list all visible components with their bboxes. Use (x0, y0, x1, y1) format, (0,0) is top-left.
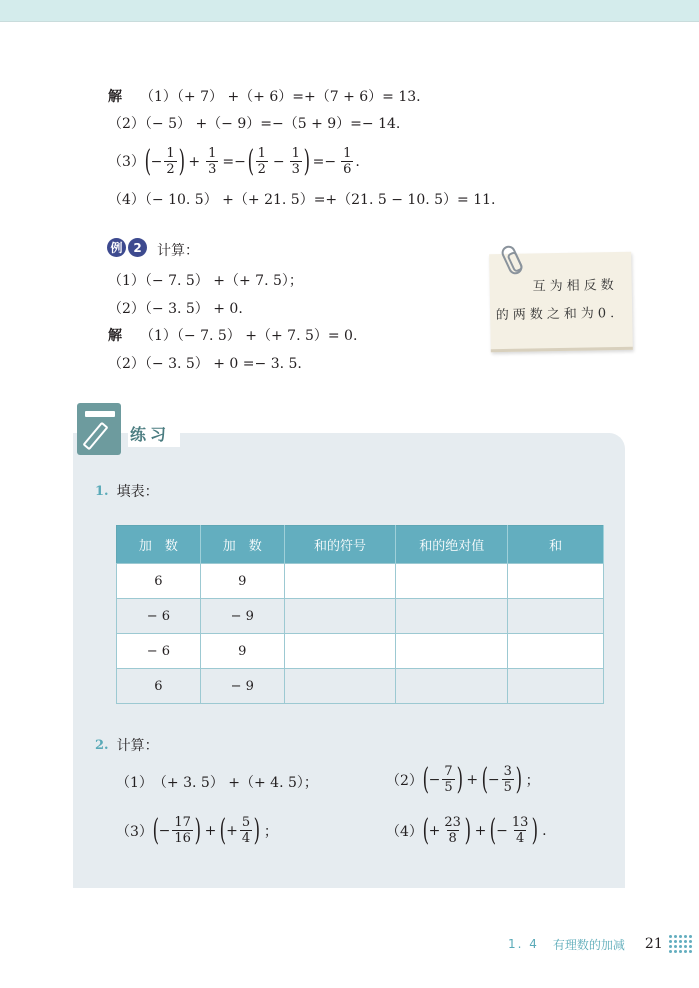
left-paren: ( (422, 761, 430, 797)
end-mark: . (542, 822, 547, 839)
item-label: （1） (116, 775, 153, 791)
solution-label: 解 (108, 89, 122, 105)
fraction: $\frac{1}{3}$ (208, 146, 217, 177)
header-band (0, 0, 699, 22)
left-paren: ( (152, 812, 160, 848)
fraction: $\frac{23}{8}$ (444, 815, 461, 846)
right-paren: ) (253, 812, 261, 848)
solution-text: （1）（− 7. 5） +（+ 7. 5）= 0. (140, 328, 358, 344)
blank-cell[interactable] (508, 564, 604, 599)
blank-cell[interactable] (396, 564, 508, 599)
fraction: $\frac{1}{6}$ (343, 146, 352, 177)
sign: − (158, 822, 171, 839)
operator: =− (222, 153, 246, 170)
item-label: （2） (386, 772, 423, 789)
table-row (117, 599, 604, 634)
left-paren: ( (490, 812, 497, 848)
cell: − 6 (117, 634, 201, 669)
left-paren: ( (247, 143, 254, 179)
right-paren: ) (178, 143, 185, 179)
item-text: （+ 3. 5） +（+ 4. 5）； (152, 775, 318, 791)
header-addend-2: 加 数 (200, 526, 284, 564)
sign: − (496, 822, 508, 839)
operator: + (466, 771, 479, 788)
table-row (117, 669, 604, 704)
fraction: $\frac{1}{2}$ (166, 146, 175, 177)
practice-title: 练习 (128, 422, 180, 447)
operator: + (188, 153, 201, 170)
blank-cell[interactable] (284, 599, 396, 634)
sign: − (428, 771, 441, 788)
fraction: $\frac{7}{5}$ (444, 764, 453, 795)
item-label: （4） (386, 823, 423, 840)
solution-text-4: （4）（− 10. 5） +（+ 21. 5）=+（21. 5 − 10. 5）= 11. (108, 192, 496, 208)
operator: =− (312, 153, 337, 170)
solution-text: （2）（− 3. 5） + 0 =− 3. 5. (108, 356, 302, 372)
example2-solution-1 (108, 327, 357, 345)
header-sum-abs: 和的绝对值 (396, 526, 508, 564)
question-number: 2. (95, 737, 109, 753)
problem-text: （1）（− 7. 5） +（+ 7. 5）； (108, 273, 303, 289)
solution-text-2: （2）（− 5） +（− 9）=−（5 + 9）=− 14. (108, 116, 401, 132)
problem-text: （2）（− 3. 5） + 0. (108, 301, 243, 317)
cell: 6 (117, 564, 201, 599)
operator: + (204, 822, 217, 839)
right-paren: ) (456, 761, 463, 797)
fraction: $\frac{3}{5}$ (503, 764, 512, 795)
left-paren: ( (144, 143, 152, 179)
page-footer (508, 935, 692, 953)
calc-item-1 (116, 772, 318, 792)
blank-cell[interactable] (396, 669, 508, 704)
table-row (117, 564, 604, 599)
end-mark: ； (263, 823, 278, 840)
blank-cell[interactable] (508, 599, 604, 634)
fraction: $\frac{1}{2}$ (257, 146, 266, 177)
left-paren: ( (481, 761, 489, 797)
right-paren: ) (194, 812, 202, 848)
calc-item-4 (386, 812, 547, 848)
question-2 (95, 735, 159, 755)
period: . (355, 153, 360, 170)
right-paren: ) (532, 812, 539, 848)
right-paren: ) (515, 761, 522, 797)
cell: − 6 (117, 599, 201, 634)
right-paren: ) (303, 143, 310, 179)
example-char: 例 (107, 238, 126, 257)
notebook-pencil-icon (77, 403, 121, 455)
blank-cell[interactable] (508, 669, 604, 704)
example-badge (107, 238, 147, 257)
left-paren: ( (220, 812, 227, 848)
sign: + (226, 822, 238, 839)
right-paren: ) (464, 812, 472, 848)
prompt-text: 计算： (157, 243, 199, 259)
fraction: $\frac{5}{4}$ (241, 815, 251, 846)
header-sum-sign: 和的符号 (284, 526, 396, 564)
cell: 9 (200, 564, 284, 599)
dot-grid-icon (669, 935, 692, 953)
left-paren: ( (422, 812, 430, 848)
example2-prompt (157, 242, 199, 260)
item-label: （3） (108, 153, 145, 170)
sign: + (428, 822, 441, 839)
sign: − (487, 771, 500, 788)
example2-problem-1 (108, 272, 303, 290)
section-title: 有理数的加减 (552, 937, 625, 952)
header-addend-1: 加 数 (117, 526, 201, 564)
operator: − (272, 153, 285, 170)
blank-cell[interactable] (396, 599, 508, 634)
section-number: 1. 4 (508, 937, 539, 951)
note-line-2: 的两数之和为0. (495, 306, 619, 324)
table-header-row (117, 526, 604, 564)
fraction: $\frac{17}{16}$ (174, 815, 191, 846)
table-row (117, 634, 604, 669)
blank-cell[interactable] (396, 634, 508, 669)
question-prompt: 填表： (116, 484, 159, 500)
sign: − (150, 153, 163, 170)
cell: − 9 (200, 599, 284, 634)
operator: + (474, 822, 487, 839)
header-sum: 和 (508, 526, 604, 564)
calc-item-3 (116, 812, 278, 848)
solution-label: 解 (108, 328, 122, 344)
fraction: $\frac{13}{4}$ (511, 815, 529, 846)
example2-solution-2 (108, 355, 302, 373)
note-line-1: 互为相反数 (532, 278, 618, 295)
question-1 (95, 481, 159, 501)
solution-line-2 (108, 115, 400, 133)
blank-cell[interactable] (284, 634, 396, 669)
cell: − 9 (200, 669, 284, 704)
cell: 9 (200, 634, 284, 669)
calc-item-2 (386, 761, 540, 797)
solution-line-3 (108, 143, 360, 179)
item-label: （3） (116, 823, 153, 840)
blank-cell[interactable] (284, 669, 396, 704)
page-number: 21 (644, 936, 663, 952)
blank-cell[interactable] (284, 564, 396, 599)
example2-problem-2 (108, 300, 243, 318)
question-prompt: 计算： (116, 738, 159, 754)
blank-cell[interactable] (508, 634, 604, 669)
cell: 6 (117, 669, 201, 704)
fill-in-table (116, 525, 604, 704)
solution-line-4 (108, 191, 495, 209)
fraction: $\frac{1}{3}$ (291, 146, 300, 177)
end-mark: ； (525, 772, 540, 789)
question-number: 1. (95, 483, 109, 499)
solution-text-1: （1）（+ 7） +（+ 6）=+（7 + 6）= 13. (140, 89, 421, 105)
example-number: 2 (128, 238, 147, 257)
solution-line-1 (108, 88, 421, 106)
